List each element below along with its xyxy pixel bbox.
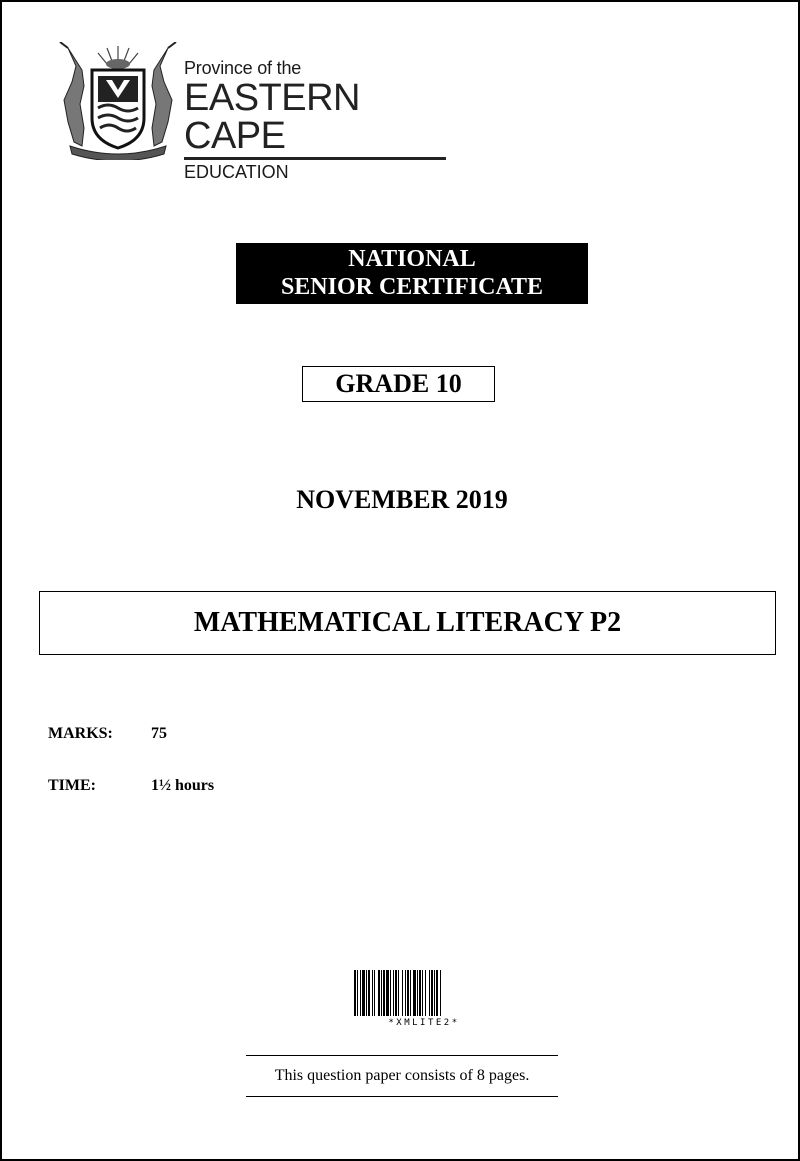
time-value: 1½ hours (151, 777, 215, 794)
province-line-text: Province of the (184, 58, 302, 78)
logo-wordmark (184, 58, 454, 182)
certificate-line-1: NATIONAL (348, 246, 476, 272)
logo-divider (184, 157, 446, 160)
pages-note: This question paper consists of 8 pages. (246, 1055, 558, 1097)
exam-date: NOVEMBER 2019 (296, 485, 508, 514)
marks-value: 75 (151, 725, 167, 742)
marks-row (48, 725, 167, 743)
subject-title: MATHEMATICAL LITERACY P2 (39, 591, 776, 655)
barcode-icon (353, 970, 495, 1020)
time-label: TIME: (48, 777, 96, 794)
marks-label: MARKS: (48, 725, 113, 742)
province-name-text: EASTERN CAPE (184, 77, 360, 157)
certificate-line-2: SENIOR CERTIFICATE (280, 274, 544, 300)
coat-of-arms-icon (54, 42, 182, 160)
eastern-cape-education-logo (54, 42, 454, 182)
time-row (48, 777, 214, 795)
department-text: EDUCATION (184, 162, 289, 182)
certificate-banner (236, 243, 588, 304)
barcode-text: *XMLITE2* (388, 1018, 460, 1028)
grade-box: GRADE 10 (302, 366, 495, 402)
